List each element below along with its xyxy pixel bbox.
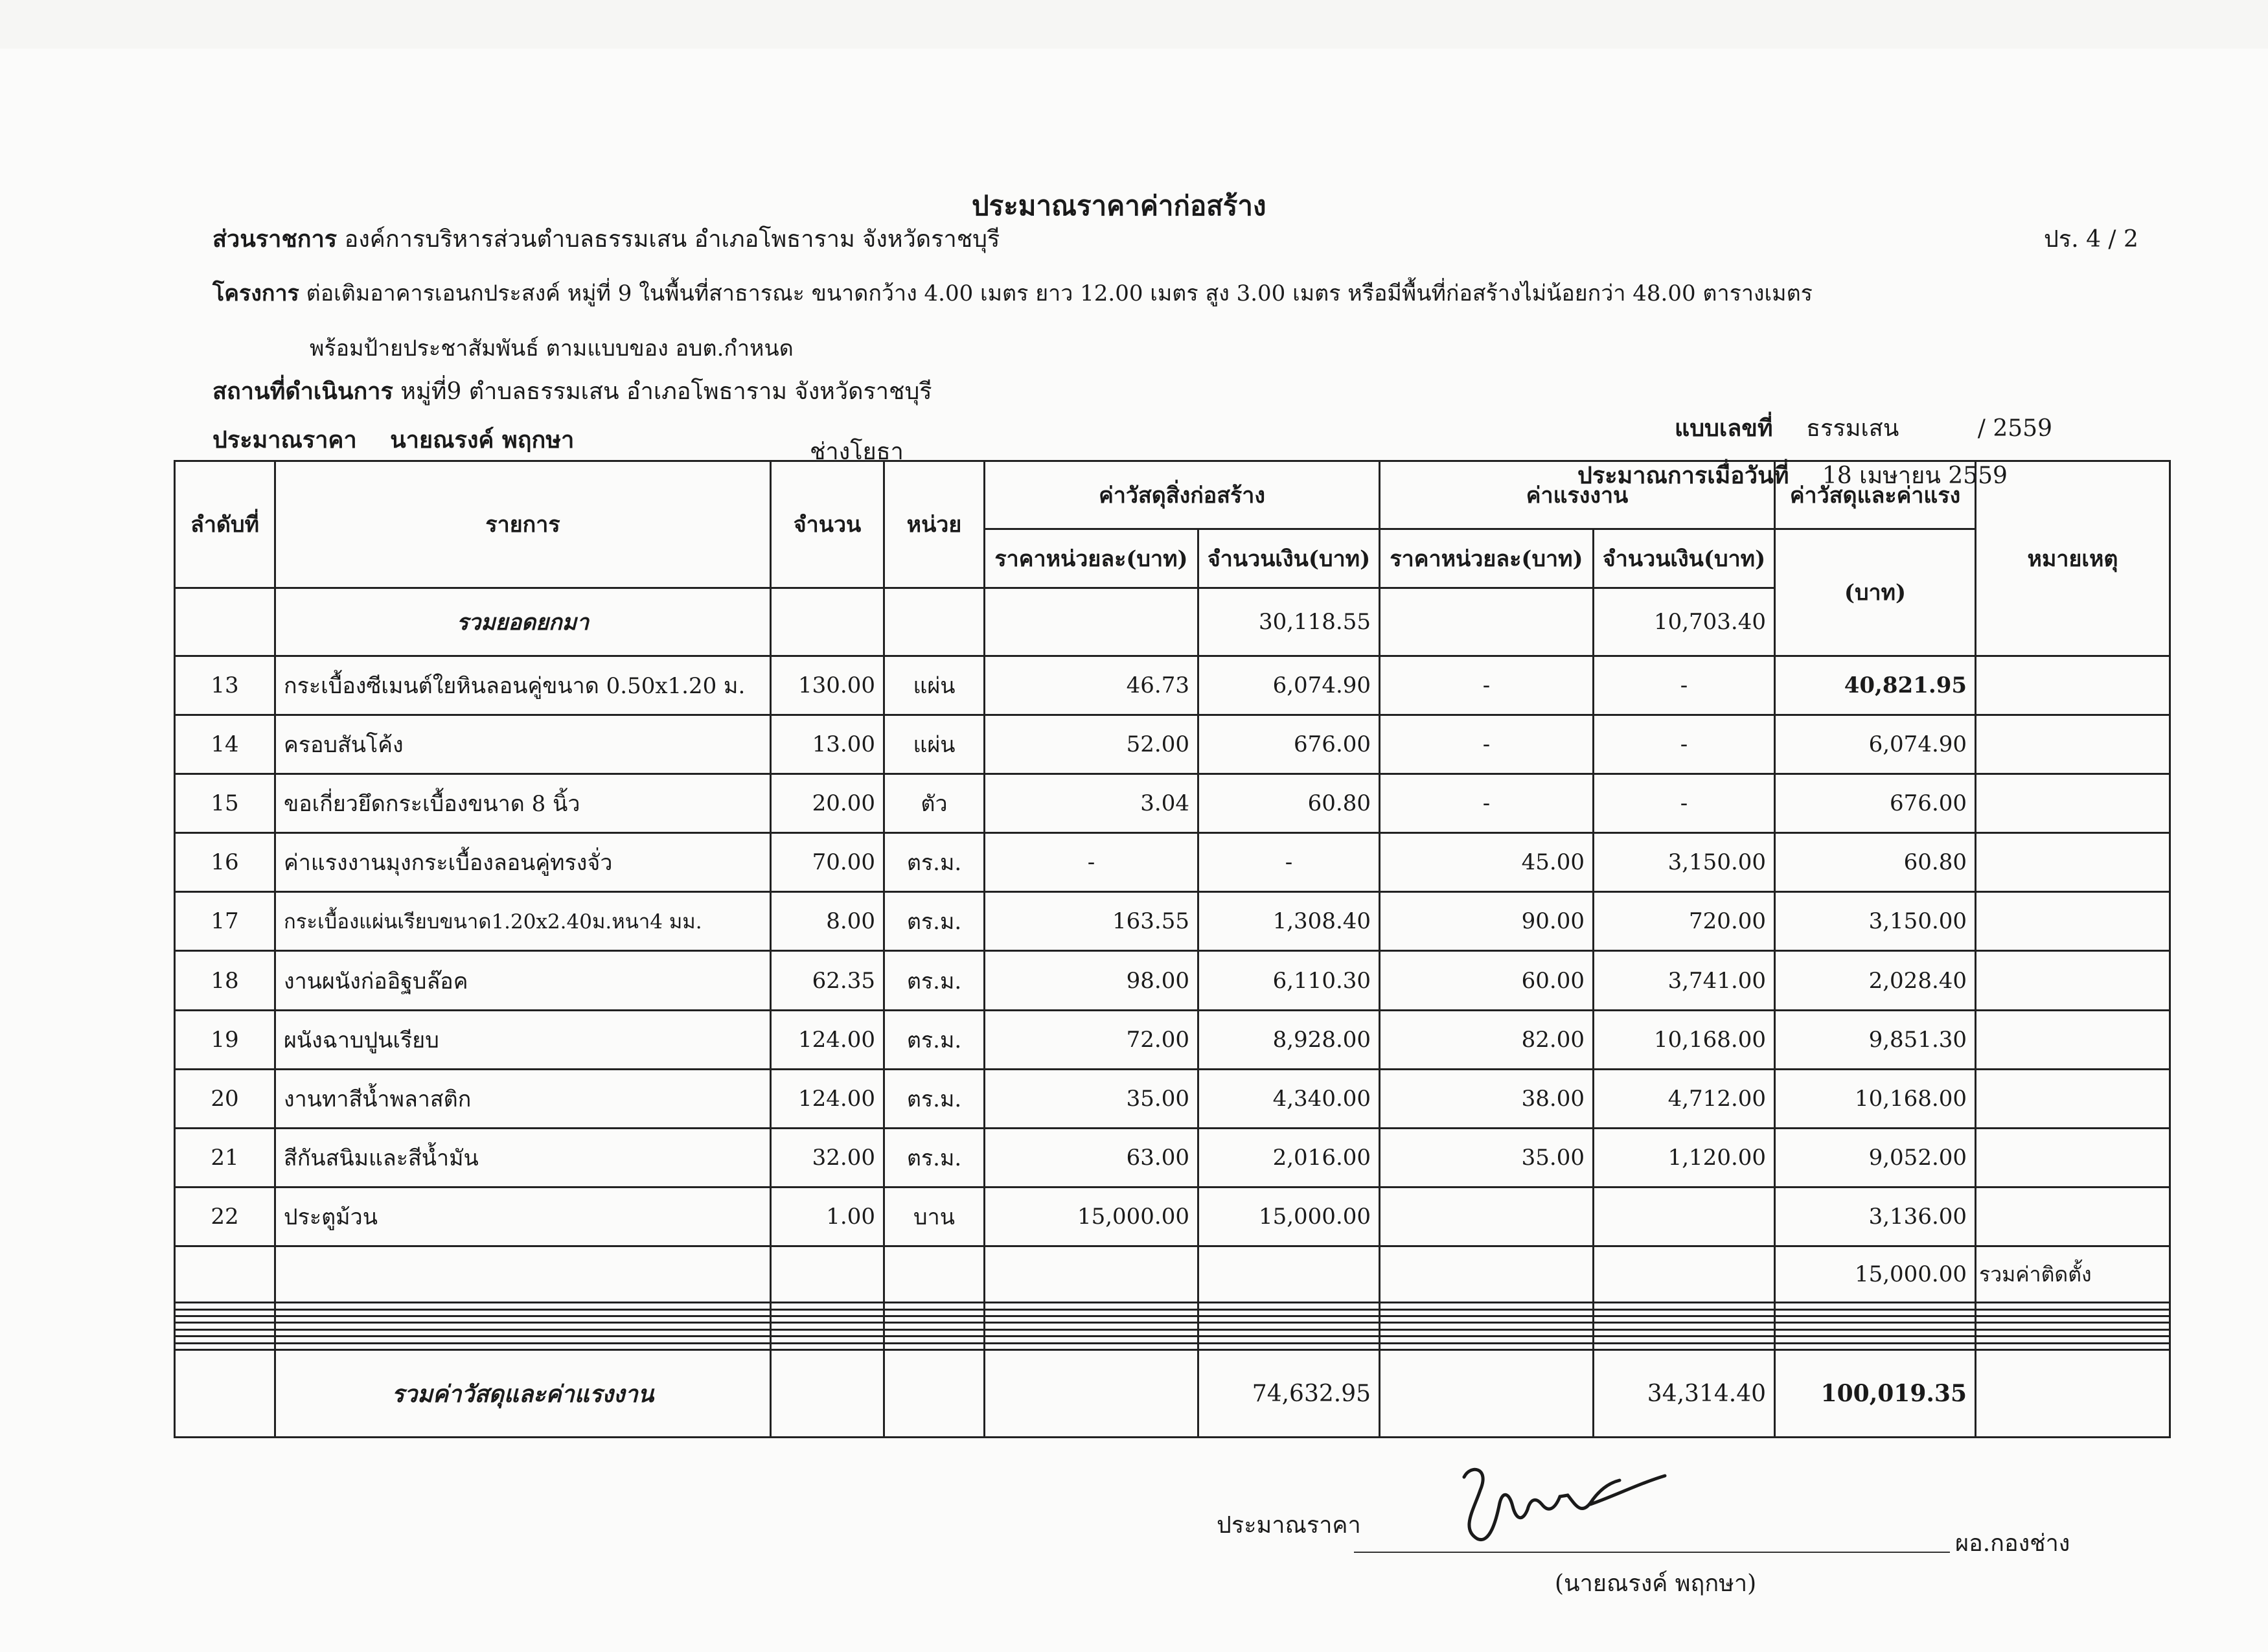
row-unit: ตร.ม. bbox=[884, 1129, 985, 1187]
row-labor-amount: 3,150.00 bbox=[1594, 833, 1775, 892]
row-total: 60.80 bbox=[1775, 833, 1976, 892]
header-labor-amount: จำนวนเงิน(บาท) bbox=[1594, 529, 1775, 588]
table-row-empty bbox=[175, 1329, 2170, 1336]
row-material-amount: - bbox=[1198, 833, 1380, 892]
row-item: ขอเกี่ยวยึดกระเบื้องขนาด 8 นิ้ว bbox=[275, 774, 771, 832]
estimator-title: ช่างโยธา bbox=[810, 439, 904, 465]
row-material-amount: 6,074.90 bbox=[1198, 656, 1380, 715]
row-seq: 22 bbox=[175, 1187, 275, 1246]
row-material-amount: 1,308.40 bbox=[1198, 892, 1380, 951]
carried-forward-labor: 10,703.40 bbox=[1594, 588, 1775, 656]
row-remark bbox=[1976, 774, 2170, 832]
table-row bbox=[175, 1187, 2170, 1246]
row-material-unit-price: 46.73 bbox=[985, 656, 1198, 715]
item-rows bbox=[175, 656, 2170, 1350]
table-row bbox=[175, 1246, 2170, 1303]
grand-total-row bbox=[175, 1350, 2170, 1438]
row-unit: ตร.ม. bbox=[884, 951, 985, 1010]
table-row bbox=[175, 951, 2170, 1010]
row-material-unit-price: 52.00 bbox=[985, 715, 1198, 774]
row-item: ค่าแรงงานมุงกระเบื้องลอนคู่ทรงจั่ว bbox=[275, 833, 771, 892]
row-unit: ตร.ม. bbox=[884, 833, 985, 892]
row-labor-unit-price: 38.00 bbox=[1380, 1069, 1594, 1128]
row-total: 3,150.00 bbox=[1775, 892, 1976, 951]
header-item: รายการ bbox=[275, 461, 771, 588]
row-material-amount: 15,000.00 bbox=[1198, 1187, 1380, 1246]
row-remark bbox=[1976, 1010, 2170, 1069]
row-unit: แผ่น bbox=[884, 715, 985, 774]
grand-total-material: 74,632.95 bbox=[1198, 1350, 1380, 1438]
row-material-amount: 676.00 bbox=[1198, 715, 1380, 774]
table-row bbox=[175, 656, 2170, 715]
row-remark bbox=[1976, 1129, 2170, 1187]
row-remark: รวมค่าติดตั้ง bbox=[1976, 1246, 2170, 1303]
row-seq: 13 bbox=[175, 656, 275, 715]
row-qty: 1.00 bbox=[771, 1187, 884, 1246]
row-material-unit-price: 72.00 bbox=[985, 1010, 1198, 1069]
header-material-group: ค่าวัสดุสิ่งก่อสร้าง bbox=[985, 461, 1380, 529]
row-qty: 124.00 bbox=[771, 1069, 884, 1128]
row-remark bbox=[1976, 1187, 2170, 1246]
table-row bbox=[175, 833, 2170, 892]
row-remark bbox=[1976, 951, 2170, 1010]
header-material-amount: จำนวนเงิน(บาท) bbox=[1198, 529, 1380, 588]
plan-number-label: แบบเลขที่ bbox=[1675, 415, 1773, 442]
row-qty: 13.00 bbox=[771, 715, 884, 774]
footer-name: (นายณรงค์ พฤกษา) bbox=[1555, 1570, 1757, 1597]
row-unit: ตร.ม. bbox=[884, 1069, 985, 1128]
table-row-empty bbox=[175, 1309, 2170, 1316]
row-qty: 62.35 bbox=[771, 951, 884, 1010]
row-item: ครอบสันโค้ง bbox=[275, 715, 771, 774]
row-material-unit-price: - bbox=[985, 833, 1198, 892]
row-labor-unit-price: 35.00 bbox=[1380, 1129, 1594, 1187]
row-remark bbox=[1976, 892, 2170, 951]
row-labor-unit-price: - bbox=[1380, 774, 1594, 832]
row-unit: ตัว bbox=[884, 774, 985, 832]
row-total: 3,136.00 bbox=[1775, 1187, 1976, 1246]
row-seq: 21 bbox=[175, 1129, 275, 1187]
row-item: สีกันสนิมและสีน้ำมัน bbox=[275, 1129, 771, 1187]
row-item: งานผนังก่ออิฐบล๊อค bbox=[275, 951, 771, 1010]
estimator-line bbox=[212, 421, 574, 458]
table-row bbox=[175, 1129, 2170, 1187]
row-material-unit-price: 163.55 bbox=[985, 892, 1198, 951]
row-total: 10,168.00 bbox=[1775, 1069, 1976, 1128]
row-material-unit-price: 35.00 bbox=[985, 1069, 1198, 1128]
grand-total-sum: 100,019.35 bbox=[1775, 1350, 1976, 1438]
row-labor-unit-price bbox=[1380, 1187, 1594, 1246]
table-row bbox=[175, 774, 2170, 832]
row-labor-unit-price: 90.00 bbox=[1380, 892, 1594, 951]
project-label: โครงการ bbox=[212, 281, 299, 306]
agency-line bbox=[212, 220, 1000, 257]
header-labor-unit-price: ราคาหน่วยละ(บาท) bbox=[1380, 529, 1594, 588]
row-labor-amount: - bbox=[1594, 774, 1775, 832]
row-material-unit-price: 63.00 bbox=[985, 1129, 1198, 1187]
row-labor-unit-price: 82.00 bbox=[1380, 1010, 1594, 1069]
row-seq: 20 bbox=[175, 1069, 275, 1128]
agency-label: ส่วนราชการ bbox=[212, 225, 338, 253]
estimator-name: นายณรงค์ พฤกษา bbox=[390, 426, 575, 453]
header-material-unit-price: ราคาหน่วยละ(บาท) bbox=[985, 529, 1198, 588]
plan-number-line bbox=[1675, 409, 2052, 446]
row-labor-unit-price: - bbox=[1380, 715, 1594, 774]
project-value: ต่อเติมอาคารเอนกประสงค์ หมู่ที่ 9 ในพื้นที่สาธารณะ ขนาดกว้าง 4.00 เมตร ยาว 12.00 เมตร สูง 3.00 เมตร หรือมีพื้นที่ก่อสร้างไม่น้อยกว่า 48.00 ตารางเมตร bbox=[306, 281, 1813, 306]
table-row bbox=[175, 715, 2170, 774]
row-labor-amount: - bbox=[1594, 656, 1775, 715]
row-qty: 32.00 bbox=[771, 1129, 884, 1187]
carried-forward-total: 40,821.95 bbox=[1775, 656, 1976, 715]
row-total: 2,028.40 bbox=[1775, 951, 1976, 1010]
row-seq: 17 bbox=[175, 892, 275, 951]
row-material-unit-price: 3.04 bbox=[985, 774, 1198, 832]
row-qty: 8.00 bbox=[771, 892, 884, 951]
row-material-unit-price: 98.00 bbox=[985, 951, 1198, 1010]
estimate-date-value: 18 เมษายน 2559 bbox=[1822, 463, 2008, 489]
grand-total-labor: 34,314.40 bbox=[1594, 1350, 1775, 1438]
row-qty: 124.00 bbox=[771, 1010, 884, 1069]
row-total: 6,074.90 bbox=[1775, 715, 1976, 774]
row-seq: 19 bbox=[175, 1010, 275, 1069]
row-material-amount: 4,340.00 bbox=[1198, 1069, 1380, 1128]
carried-forward-label: รวมยอดยกมา bbox=[275, 588, 771, 656]
location-value: หมู่ที่9 ตำบลธรรมเสน อำเภอโพธาราม จังหวัดราชบุรี bbox=[400, 378, 932, 405]
row-item: กระเบื้องซีเมนต์ใยหินลอนคู่ขนาด 0.50x1.20 ม. bbox=[275, 656, 771, 715]
row-seq: 18 bbox=[175, 951, 275, 1010]
signature bbox=[1451, 1458, 1671, 1551]
row-item: งานทาสีน้ำพลาสติก bbox=[275, 1069, 771, 1128]
row-seq: 14 bbox=[175, 715, 275, 774]
header-total: ค่าวัสดุและค่าแรง bbox=[1775, 461, 1976, 529]
footer-position: ผอ.กองช่าง bbox=[1955, 1530, 2070, 1557]
carried-forward-material: 30,118.55 bbox=[1198, 588, 1380, 656]
table-row-empty bbox=[175, 1337, 2170, 1343]
row-labor-unit-price: 45.00 bbox=[1380, 833, 1594, 892]
header-qty: จำนวน bbox=[771, 461, 884, 588]
row-labor-unit-price: - bbox=[1380, 656, 1594, 715]
table-row-empty bbox=[175, 1303, 2170, 1309]
table-row bbox=[175, 1069, 2170, 1128]
table-row-empty bbox=[175, 1316, 2170, 1322]
footer-estimator-label: ประมาณราคา bbox=[1217, 1512, 1361, 1539]
row-labor-unit-price: 60.00 bbox=[1380, 951, 1594, 1010]
row-qty: 20.00 bbox=[771, 774, 884, 832]
row-unit: ตร.ม. bbox=[884, 892, 985, 951]
row-labor-amount: 1,120.00 bbox=[1594, 1129, 1775, 1187]
row-material-amount: 2,016.00 bbox=[1198, 1129, 1380, 1187]
plan-number-year: / 2559 bbox=[1977, 415, 2052, 442]
row-seq: 16 bbox=[175, 833, 275, 892]
header-labor-group: ค่าแรงงาน bbox=[1380, 461, 1775, 529]
signature-line bbox=[1354, 1552, 1950, 1553]
row-labor-amount: - bbox=[1594, 715, 1775, 774]
location-label: สถานที่ดำเนินการ bbox=[212, 378, 393, 405]
row-remark bbox=[1976, 656, 2170, 715]
row-item: ผนังฉาบปูนเรียบ bbox=[275, 1010, 771, 1069]
row-item: กระเบื้องแผ่นเรียบขนาด1.20x2.40ม.หนา4 มม. bbox=[275, 892, 771, 951]
row-material-unit-price: 15,000.00 bbox=[985, 1187, 1198, 1246]
table-row-empty bbox=[175, 1343, 2170, 1350]
estimator-label: ประมาณราคา bbox=[212, 426, 357, 453]
row-total: 15,000.00 bbox=[1775, 1246, 1976, 1303]
row-total: 9,851.30 bbox=[1775, 1010, 1976, 1069]
row-material-amount: 60.80 bbox=[1198, 774, 1380, 832]
row-unit: แผ่น bbox=[884, 656, 985, 715]
row-labor-amount: 4,712.00 bbox=[1594, 1069, 1775, 1128]
grand-total-label: รวมค่าวัสดุและค่าแรงงาน bbox=[275, 1350, 771, 1438]
estimate-table bbox=[174, 460, 2171, 1438]
row-labor-amount: 10,168.00 bbox=[1594, 1010, 1775, 1069]
row-remark bbox=[1976, 715, 2170, 774]
table-row bbox=[175, 892, 2170, 951]
plan-number-value: ธรรมเสน bbox=[1806, 415, 1899, 442]
header-remark: หมายเหตุ bbox=[1976, 461, 2170, 656]
row-remark bbox=[1976, 833, 2170, 892]
row-labor-amount: 3,741.00 bbox=[1594, 951, 1775, 1010]
document-title: ประมาณราคาค่าก่อสร้าง bbox=[972, 190, 1266, 222]
row-unit: ตร.ม. bbox=[884, 1010, 985, 1069]
row-seq: 15 bbox=[175, 774, 275, 832]
row-total: 676.00 bbox=[1775, 774, 1976, 832]
row-item: ประตูม้วน bbox=[275, 1187, 771, 1246]
project-line-2: พร้อมป้ายประชาสัมพันธ์ ตามแบบของ อบต.กำหนด bbox=[310, 336, 794, 361]
project-line bbox=[212, 275, 1813, 310]
row-material-amount: 6,110.30 bbox=[1198, 951, 1380, 1010]
row-labor-amount bbox=[1594, 1187, 1775, 1246]
table-row-empty bbox=[175, 1323, 2170, 1329]
row-remark bbox=[1976, 1069, 2170, 1128]
row-qty: 70.00 bbox=[771, 833, 884, 892]
row-unit: บาน bbox=[884, 1187, 985, 1246]
row-qty: 130.00 bbox=[771, 656, 884, 715]
row-material-amount: 8,928.00 bbox=[1198, 1010, 1380, 1069]
header-unit: หน่วย bbox=[884, 461, 985, 588]
estimate-date-label: ประมาณการเมื่อวันที่ bbox=[1577, 462, 1789, 489]
header-total-unit: (บาท) bbox=[1775, 529, 1976, 656]
location-line bbox=[212, 373, 932, 409]
table-row bbox=[175, 1010, 2170, 1069]
row-total: 9,052.00 bbox=[1775, 1129, 1976, 1187]
header-seq: ลำดับที่ bbox=[175, 461, 275, 588]
page-reference: ปร. 4 / 2 bbox=[2044, 226, 2138, 253]
agency-value: องค์การบริหารส่วนตำบลธรรมเสน อำเภอโพธาราม จังหวัดราชบุรี bbox=[344, 226, 1000, 253]
row-labor-amount: 720.00 bbox=[1594, 892, 1775, 951]
